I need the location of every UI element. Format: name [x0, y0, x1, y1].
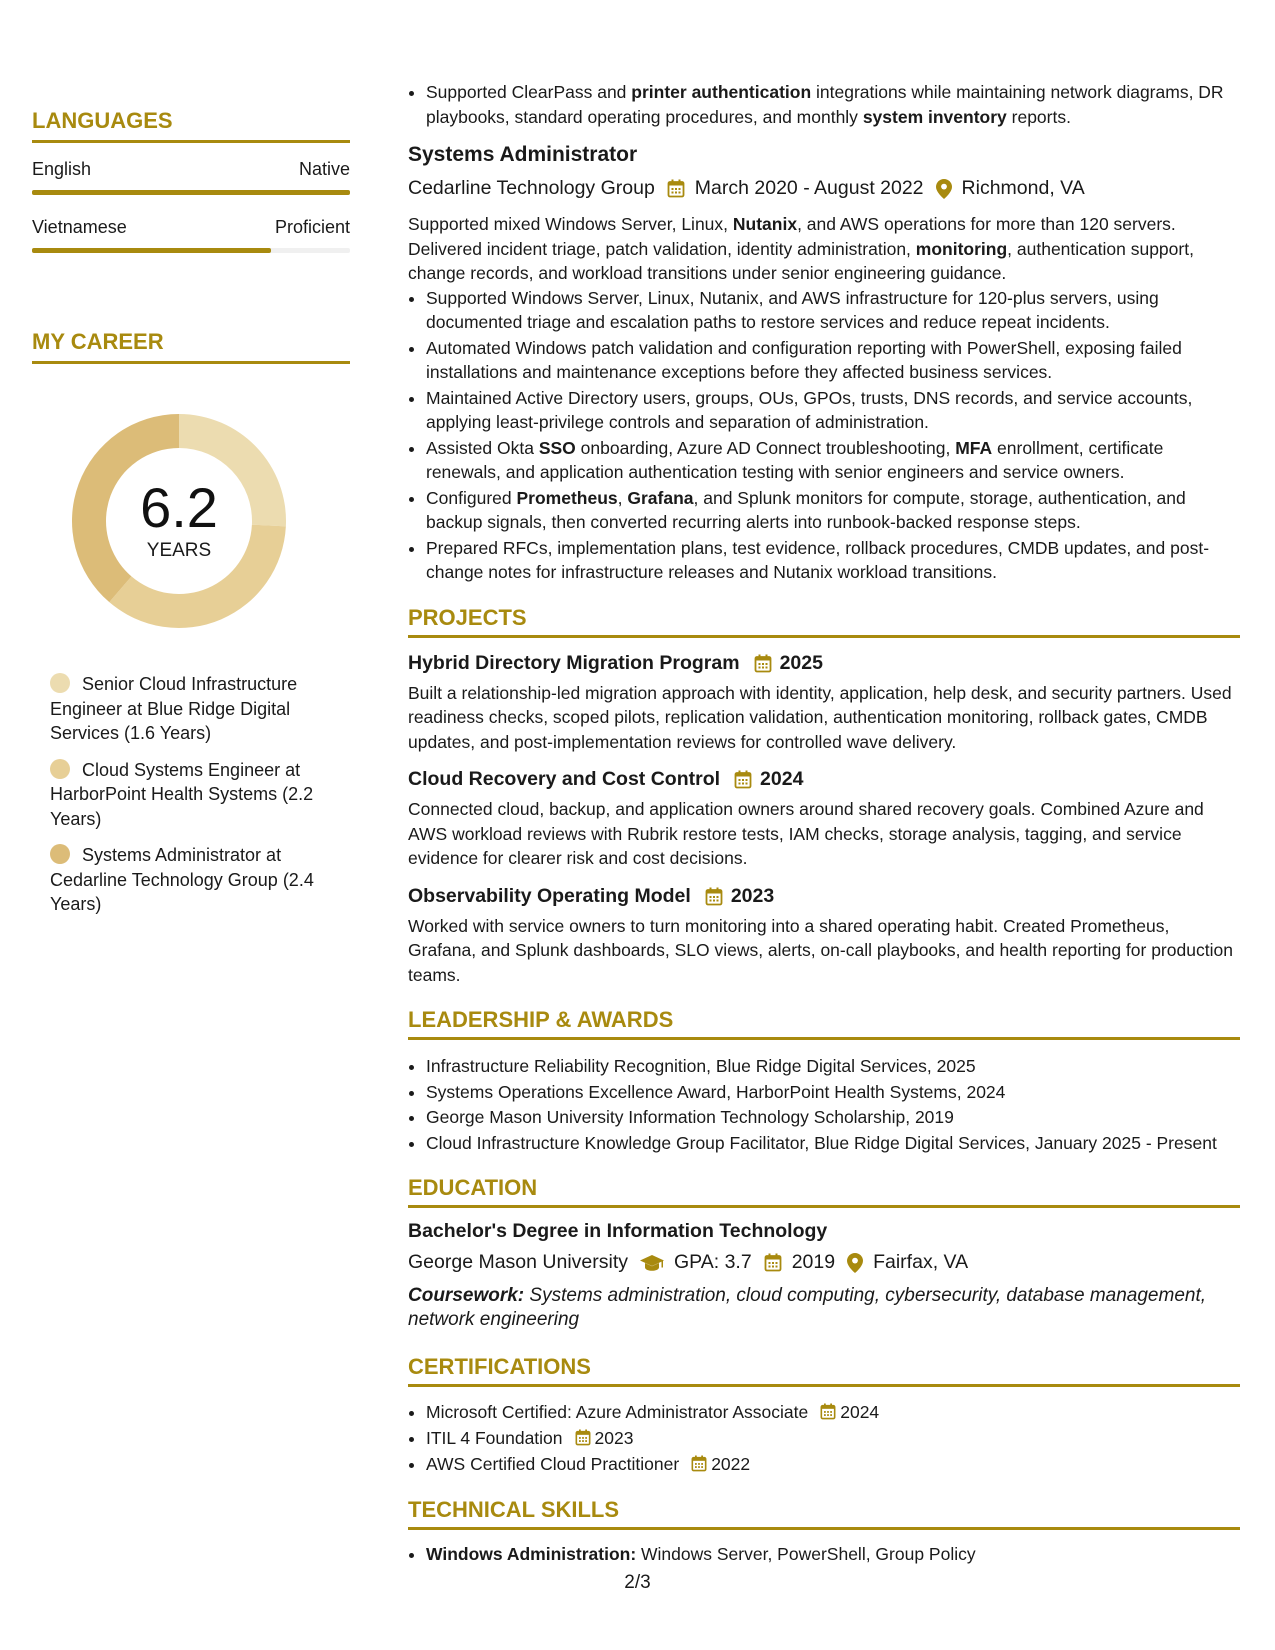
job-summary	[408, 212, 1240, 286]
text: , authentication support, change records, and workload transitions under senior engineering guidance.	[408, 238, 1194, 283]
language-item	[32, 159, 350, 195]
projects-heading: PROJECTS	[408, 605, 1240, 638]
project-item	[408, 652, 1240, 755]
text: Supported mixed Windows Server, Linux,	[408, 214, 733, 234]
project-year: 2024	[760, 768, 804, 790]
job-company: Cedarline Technology Group	[408, 177, 655, 199]
language-level: Proficient	[274, 217, 350, 237]
main-column	[408, 80, 1240, 1566]
calendar-icon	[754, 654, 772, 673]
project-description: Worked with service owners to turn monitoring into a shared operating habit. Created Prometheus, Grafana, and Splunk dashboards, SLO views, alerts, on-call playbooks, and health reporting for production teams.	[408, 915, 1233, 985]
job-title: Systems Administrator	[408, 143, 638, 166]
language-proficiency-bar	[32, 248, 350, 253]
awards-heading: LEADERSHIP & AWARDS	[408, 1007, 1240, 1040]
certification-year: 2022	[711, 1454, 751, 1474]
certifications-list	[408, 1399, 1240, 1477]
legend-label: Cloud Systems Engineer at HarborPoint Health Systems (2.2 Years)	[50, 759, 314, 829]
sidebar	[32, 108, 350, 929]
certification-item	[426, 1425, 1240, 1451]
calendar-icon	[764, 1253, 782, 1272]
certification-item	[426, 1399, 1240, 1425]
location-pin-icon	[847, 1253, 863, 1273]
legend-label: Senior Cloud Infrastructure Engineer at Blue Ridge Digital Services (1.6 Years)	[50, 674, 298, 743]
graduation-cap-icon	[640, 1254, 664, 1272]
career-legend	[50, 672, 350, 917]
skill-label: Windows Administration:	[426, 1544, 637, 1564]
legend-label: Systems Administrator at Cedarline Technology Group (2.4 Years)	[50, 845, 314, 914]
career-years-unit: YEARS	[146, 540, 212, 561]
school-name: George Mason University	[408, 1251, 629, 1273]
bullet-item	[426, 436, 1240, 485]
bold-text: SSO	[538, 437, 576, 458]
language-proficiency-bar	[32, 190, 350, 195]
legend-item	[50, 672, 320, 746]
text: onboarding, Azure AD Connect troubleshooting,	[575, 437, 956, 458]
bullet-item: • Supported Windows Server, Linux, Nutanix, and AWS infrastructure for 120-plus servers, using documented triage and escalation paths to restore services and reduce repeat incidents.	[426, 286, 1240, 335]
certification-year: 2023	[594, 1428, 634, 1448]
legend-dot	[50, 673, 70, 693]
calendar-icon	[691, 1455, 707, 1472]
certification-name: Microsoft Certified: Azure Administrator Associate	[426, 1402, 809, 1422]
text: , and AWS operations for more than 120 servers. Delivered incident triage, patch validation, identity administration,	[408, 214, 1176, 259]
bullet-item	[426, 80, 1240, 129]
job-bullets	[408, 286, 1240, 585]
bullet-item: • Prepared RFCs, implementation plans, test evidence, rollback procedures, CMDB updates, and post-change notes for infrastructure releases and Nutanix workload transitions.	[426, 536, 1240, 585]
text: integrations while maintaining network diagrams, DR playbooks, standard operating procedures, and monthly	[426, 82, 1224, 127]
award-item: • Cloud Infrastructure Knowledge Group Facilitator, Blue Ridge Digital Services, January 2025 - Present	[426, 1131, 1240, 1156]
certifications-heading: CERTIFICATIONS	[408, 1354, 1240, 1387]
project-description: Connected cloud, backup, and application owners around shared recovery goals. Combined Azure and AWS workload reviews with Rubrik restore tests, IAM checks, storage analysis, tagging, and service evidence for clearer risk and cost decisions.	[408, 799, 1204, 868]
gpa: GPA: 3.7	[674, 1251, 752, 1273]
calendar-icon	[705, 887, 723, 906]
text: reports.	[1006, 106, 1071, 127]
project-year: 2023	[730, 884, 775, 907]
coursework-text: Systems administration, cloud computing, cybersecurity, database management, network engineering	[408, 1285, 1207, 1330]
school-location: Fairfax, VA	[873, 1251, 969, 1273]
award-item: • George Mason University Information Technology Scholarship, 2019	[426, 1105, 1240, 1130]
skills-list	[408, 1542, 1240, 1566]
languages-heading: LANGUAGES	[32, 108, 350, 143]
certification-year: 2024	[840, 1402, 880, 1422]
bold-text: Prometheus	[516, 487, 618, 508]
language-proficiency-fill	[32, 248, 271, 253]
bold-text: printer authentication	[631, 82, 812, 102]
text: Configured	[426, 487, 517, 508]
text: Assisted Okta	[426, 437, 539, 458]
project-item	[408, 885, 1240, 988]
text: , and Splunk monitors for compute, storage, authentication, and backup signals, then converted recurring alerts into runbook-backed response steps.	[426, 487, 1186, 532]
graduation-year: 2019	[791, 1251, 836, 1273]
previous-job-bullets	[408, 80, 1240, 129]
skills-heading: TECHNICAL SKILLS	[408, 1497, 1240, 1530]
bold-text: monitoring	[915, 238, 1008, 259]
language-name: English	[32, 159, 92, 179]
career-total-years: 6.2	[140, 476, 218, 539]
award-item: • Systems Operations Excellence Award, HarborPoint Health Systems, 2024	[426, 1080, 1240, 1105]
certification-name: AWS Certified Cloud Practitioner	[426, 1454, 680, 1474]
skill-value: Windows Server, PowerShell, Group Policy	[641, 1544, 976, 1564]
bold-text: MFA	[955, 437, 993, 458]
language-name: Vietnamese	[32, 217, 127, 237]
career-heading: MY CAREER	[32, 329, 350, 364]
education-heading: EDUCATION	[408, 1175, 1240, 1208]
career-donut-chart	[64, 406, 294, 636]
certification-item	[426, 1451, 1240, 1477]
job-location: Richmond, VA	[961, 177, 1085, 199]
legend-item	[50, 758, 320, 832]
certification-name: ITIL 4 Foundation	[426, 1428, 563, 1448]
job-meta	[408, 177, 1240, 200]
calendar-icon	[820, 1403, 836, 1420]
language-level: Native	[298, 159, 350, 179]
bold-text: Grafana	[627, 487, 694, 508]
bold-text: system inventory	[862, 106, 1007, 127]
project-year: 2025	[779, 651, 823, 674]
award-item: • Infrastructure Reliability Recognition, Blue Ridge Digital Services, 2025	[426, 1054, 1240, 1079]
coursework-label: Coursework:	[408, 1285, 525, 1306]
page-number: 2/3	[624, 1572, 651, 1593]
legend-dot	[50, 844, 70, 864]
calendar-icon	[575, 1429, 591, 1446]
project-item	[408, 768, 1240, 871]
text: ,	[617, 487, 628, 508]
degree-title: Bachelor's Degree in Information Technology	[408, 1220, 828, 1242]
language-item	[32, 217, 350, 253]
bullet-item: • Automated Windows patch validation and configuration reporting with PowerShell, exposing failed installations and maintenance exceptions before they affected business services.	[426, 336, 1240, 385]
location-pin-icon	[936, 179, 952, 199]
language-proficiency-fill	[32, 190, 350, 195]
project-description: Built a relationship-led migration approach with identity, application, help desk, and security partners. Used readiness checks, scoped pilots, replication validation, authentication monitoring, rollback gates, CMDB updates, and post-implementation reviews for controlled wave delivery.	[408, 682, 1232, 752]
project-title: Cloud Recovery and Cost Control	[408, 768, 721, 790]
calendar-icon	[667, 179, 685, 198]
donut-center	[64, 406, 294, 636]
legend-dot	[50, 759, 70, 779]
project-title: Observability Operating Model	[408, 884, 691, 907]
coursework	[408, 1284, 1240, 1332]
awards-list	[408, 1054, 1240, 1155]
text: enrollment, certificate renewals, and application authentication testing with senior engineers and service owners.	[426, 437, 1164, 482]
skill-item	[426, 1542, 1240, 1566]
education-meta	[408, 1251, 1240, 1274]
calendar-icon	[734, 770, 752, 789]
legend-item	[50, 843, 320, 917]
bullet-item	[426, 486, 1240, 535]
text: Supported ClearPass and	[426, 82, 632, 102]
project-title: Hybrid Directory Migration Program	[408, 651, 740, 674]
bullet-item: • Maintained Active Directory users, groups, OUs, GPOs, trusts, DNS records, and service accounts, applying least-privilege controls and separation of administration.	[426, 386, 1240, 435]
job-dates: March 2020 - August 2022	[694, 177, 924, 199]
bold-text: Nutanix	[732, 214, 798, 234]
